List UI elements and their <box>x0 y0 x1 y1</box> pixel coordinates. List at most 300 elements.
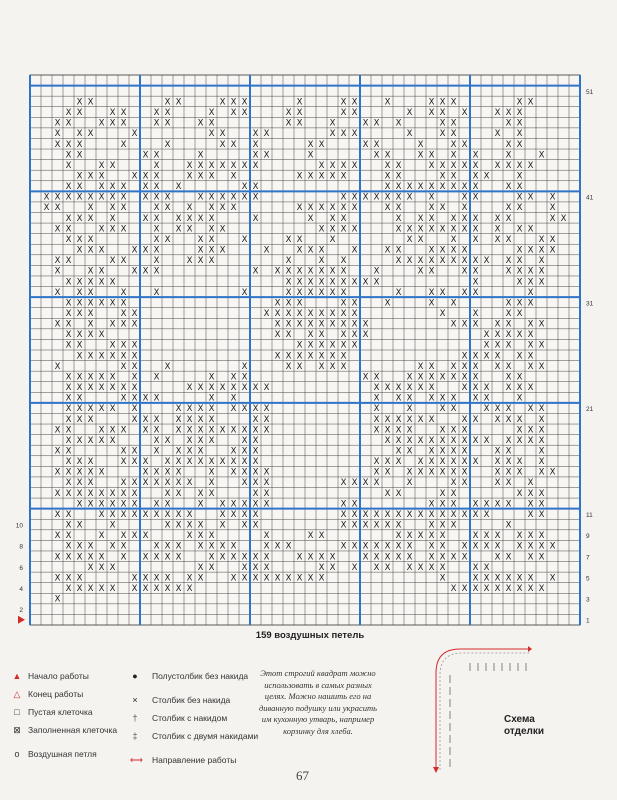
filled-cell-cross: X <box>54 203 61 214</box>
filled-cell-cross: X <box>164 509 171 520</box>
filled-cell-cross: X <box>54 552 61 563</box>
filled-cell-cross: X <box>87 245 94 256</box>
filled-cell-cross: X <box>109 192 116 203</box>
filled-cell-cross: X <box>252 266 259 277</box>
filled-cell-cross: X <box>142 552 149 563</box>
filled-cell-cross: X <box>252 192 259 203</box>
filled-cell-cross: X <box>87 457 94 468</box>
legend-label: Начало работы <box>28 671 89 681</box>
filled-cell-cross: X <box>505 203 512 214</box>
filled-cell-cross: X <box>417 372 424 383</box>
filled-cell-cross: X <box>516 266 523 277</box>
filled-cell-cross: X <box>318 573 325 584</box>
filled-cell-cross: X <box>131 340 138 351</box>
filled-cell-cross: X <box>395 224 402 235</box>
filled-cell-cross: X <box>373 541 380 552</box>
filled-cell-cross: X <box>120 182 127 193</box>
filled-cell-cross: X <box>197 520 204 531</box>
filled-cell-cross: X <box>120 361 127 372</box>
filled-cell-cross: X <box>329 213 336 224</box>
filled-cell-cross: X <box>109 509 116 520</box>
filled-cell-cross: X <box>384 467 391 478</box>
filled-cell-cross: X <box>516 139 523 150</box>
filled-cell-cross: X <box>527 330 534 341</box>
filled-cell-cross: X <box>76 340 83 351</box>
filled-cell-cross: X <box>527 351 534 362</box>
filled-cell-cross: X <box>230 160 237 171</box>
filled-cell-cross: X <box>395 383 402 394</box>
filled-cell-cross: X <box>186 457 193 468</box>
filled-cell-cross: X <box>318 351 325 362</box>
filled-cell-cross: X <box>384 552 391 563</box>
filled-cell-cross: X <box>351 509 358 520</box>
filled-cell-cross: X <box>76 573 83 584</box>
filled-cell-cross: X <box>450 446 457 457</box>
filled-cell-cross: X <box>483 383 490 394</box>
filled-cell-cross: X <box>230 372 237 383</box>
filled-cell-cross: X <box>285 330 292 341</box>
filled-cell-cross: X <box>98 182 105 193</box>
filled-cell-cross: X <box>142 171 149 182</box>
filled-cell-cross: X <box>406 129 413 140</box>
filled-cell-cross: X <box>439 488 446 499</box>
filled-cell-cross: X <box>329 562 336 573</box>
finishing-edge-diagram <box>432 645 532 775</box>
filled-cell-cross: X <box>461 541 468 552</box>
filled-cell-cross: X <box>450 160 457 171</box>
filled-cell-cross: X <box>76 499 83 510</box>
filled-cell-cross: X <box>538 361 545 372</box>
filled-cell-cross: X <box>241 435 248 446</box>
filled-cell-cross: X <box>340 509 347 520</box>
filled-cell-cross: X <box>197 234 204 245</box>
filled-cell-cross: X <box>340 192 347 203</box>
filled-cell-cross: X <box>527 160 534 171</box>
filled-cell-cross: X <box>120 319 127 330</box>
filled-cell-cross: X <box>538 234 545 245</box>
filled-cell-cross: X <box>505 446 512 457</box>
filled-cell-cross: X <box>538 256 545 267</box>
filled-cell-cross: X <box>494 478 501 489</box>
filled-cell-cross: X <box>351 97 358 108</box>
legend-icon-1: △ <box>13 689 21 699</box>
filled-cell-cross: X <box>175 457 182 468</box>
filled-cell-cross: X <box>87 499 94 510</box>
filled-cell-cross: X <box>230 541 237 552</box>
filled-cell-cross: X <box>120 393 127 404</box>
filled-cell-cross: X <box>153 256 160 267</box>
filled-cell-cross: X <box>483 404 490 415</box>
filled-cell-cross: X <box>186 478 193 489</box>
filled-cell-cross: X <box>395 192 402 203</box>
filled-cell-cross: X <box>197 160 204 171</box>
filled-cell-cross: X <box>109 256 116 267</box>
filled-cell-cross: X <box>351 541 358 552</box>
filled-cell-cross: X <box>153 118 160 129</box>
filled-cell-cross: X <box>197 541 204 552</box>
filled-cell-cross: X <box>395 118 402 129</box>
row-number-right: 3 <box>586 596 590 604</box>
filled-cell-cross: X <box>450 467 457 478</box>
filled-cell-cross: X <box>219 541 226 552</box>
filled-cell-cross: X <box>164 552 171 563</box>
filled-cell-cross: X <box>54 192 61 203</box>
filled-cell-cross: X <box>461 478 468 489</box>
filled-cell-cross: X <box>505 573 512 584</box>
filled-cell-cross: X <box>472 457 479 468</box>
filled-cell-cross: X <box>406 234 413 245</box>
filled-cell-cross: X <box>461 509 468 520</box>
filled-cell-cross: X <box>494 234 501 245</box>
filled-cell-cross: X <box>76 192 83 203</box>
filled-cell-cross: X <box>318 361 325 372</box>
filled-cell-cross: X <box>417 213 424 224</box>
filled-cell-cross: X <box>131 446 138 457</box>
finishing-schema-title: Схема отделки <box>504 714 545 737</box>
filled-cell-cross: X <box>439 499 446 510</box>
filled-cell-cross: X <box>527 340 534 351</box>
filled-cell-cross: X <box>538 552 545 563</box>
filled-cell-cross: X <box>98 488 105 499</box>
filled-cell-cross: X <box>362 478 369 489</box>
filled-cell-cross: X <box>65 139 72 150</box>
filled-cell-cross: X <box>65 234 72 245</box>
filled-cell-cross: X <box>109 298 116 309</box>
filled-cell-cross: X <box>439 457 446 468</box>
filled-cell-cross: X <box>340 224 347 235</box>
filled-cell-cross: X <box>351 245 358 256</box>
filled-cell-cross: X <box>142 531 149 542</box>
filled-cell-cross: X <box>263 562 270 573</box>
filled-cell-cross: X <box>450 213 457 224</box>
filled-cell-cross: X <box>186 425 193 436</box>
filled-cell-cross: X <box>87 372 94 383</box>
filled-cell-cross: X <box>362 319 369 330</box>
filled-cell-cross: X <box>120 224 127 235</box>
filled-cell-cross: X <box>351 298 358 309</box>
filled-cell-cross: X <box>208 372 215 383</box>
filled-cell-cross: X <box>373 414 380 425</box>
filled-cell-cross: X <box>505 256 512 267</box>
filled-cell-cross: X <box>131 393 138 404</box>
filled-cell-cross: X <box>461 203 468 214</box>
filled-cell-cross: X <box>472 499 479 510</box>
filled-cell-cross: X <box>516 541 523 552</box>
filled-cell-cross: X <box>208 213 215 224</box>
filled-cell-cross: X <box>252 129 259 140</box>
filled-cell-cross: X <box>538 425 545 436</box>
filled-cell-cross: X <box>175 224 182 235</box>
filled-cell-cross: X <box>307 319 314 330</box>
filled-cell-cross: X <box>340 129 347 140</box>
filled-cell-cross: X <box>318 171 325 182</box>
filled-cell-cross: X <box>406 425 413 436</box>
filled-cell-cross: X <box>505 467 512 478</box>
filled-cell-cross: X <box>373 425 380 436</box>
filled-cell-cross: X <box>505 414 512 425</box>
filled-cell-cross: X <box>164 234 171 245</box>
row-number-right: 1 <box>586 617 590 625</box>
filled-cell-cross: X <box>109 118 116 129</box>
filled-cell-cross: X <box>175 509 182 520</box>
filled-cell-cross: X <box>76 287 83 298</box>
filled-cell-cross: X <box>428 531 435 542</box>
filled-cell-cross: X <box>472 509 479 520</box>
filled-cell-cross: X <box>285 351 292 362</box>
filled-cell-cross: X <box>197 499 204 510</box>
filled-cell-cross: X <box>175 583 182 594</box>
filled-cell-cross: X <box>54 531 61 542</box>
filled-cell-cross: X <box>516 298 523 309</box>
filled-cell-cross: X <box>340 351 347 362</box>
filled-cell-cross: X <box>241 182 248 193</box>
filled-cell-cross: X <box>439 118 446 129</box>
filled-cell-cross: X <box>120 139 127 150</box>
filled-cell-cross: X <box>307 287 314 298</box>
filled-cell-cross: X <box>439 171 446 182</box>
filled-cell-cross: X <box>186 256 193 267</box>
filled-cell-cross: X <box>98 583 105 594</box>
filled-cell-cross: X <box>362 192 369 203</box>
filled-cell-cross: X <box>76 277 83 288</box>
filled-cell-cross: X <box>98 298 105 309</box>
filled-cell-cross: X <box>197 245 204 256</box>
filled-cell-cross: X <box>65 213 72 224</box>
filled-cell-cross: X <box>549 203 556 214</box>
filled-cell-cross: X <box>505 213 512 224</box>
filled-cell-cross: X <box>395 414 402 425</box>
filled-cell-cross: X <box>538 266 545 277</box>
row-number-right: 11 <box>586 511 593 519</box>
filled-cell-cross: X <box>54 266 61 277</box>
filled-cell-cross: X <box>318 266 325 277</box>
row-number-right: 41 <box>586 194 594 202</box>
filled-cell-cross: X <box>109 520 116 531</box>
filled-cell-cross: X <box>516 488 523 499</box>
filled-cell-cross: X <box>263 150 270 161</box>
filled-cell-cross: X <box>340 520 347 531</box>
filled-cell-cross: X <box>241 425 248 436</box>
filled-cell-cross: X <box>263 129 270 140</box>
filled-cell-cross: X <box>395 520 402 531</box>
filled-cell-cross: X <box>153 287 160 298</box>
filled-cell-cross: X <box>384 383 391 394</box>
filled-cell-cross: X <box>197 118 204 129</box>
filled-cell-cross: X <box>417 266 424 277</box>
legend-label: Заполненная клеточка <box>28 725 118 735</box>
filled-cell-cross: X <box>153 245 160 256</box>
filled-cell-cross: X <box>527 277 534 288</box>
filled-cell-cross: X <box>65 520 72 531</box>
filled-cell-cross: X <box>538 340 545 351</box>
filled-cell-cross: X <box>395 541 402 552</box>
legend-icon-2: † <box>132 713 138 723</box>
filled-cell-cross: X <box>384 192 391 203</box>
filled-cell-cross: X <box>318 160 325 171</box>
filled-cell-cross: X <box>428 467 435 478</box>
filled-cell-cross: X <box>549 245 556 256</box>
filled-cell-cross: X <box>164 203 171 214</box>
filled-cell-cross: X <box>186 160 193 171</box>
filled-cell-cross: X <box>76 435 83 446</box>
filled-cell-cross: X <box>362 372 369 383</box>
filled-cell-cross: X <box>175 425 182 436</box>
filled-cell-cross: X <box>450 150 457 161</box>
filled-cell-cross: X <box>241 287 248 298</box>
filled-cell-cross: X <box>296 245 303 256</box>
filled-cell-cross: X <box>87 383 94 394</box>
legend-label: Полустолбик без накида <box>152 671 249 681</box>
filled-cell-cross: X <box>439 372 446 383</box>
filled-cell-cross: X <box>461 414 468 425</box>
filled-cell-cross: X <box>252 383 259 394</box>
filled-cell-cross: X <box>307 531 314 542</box>
filled-cell-cross: X <box>450 509 457 520</box>
work-direction-arrowhead <box>433 767 439 773</box>
filled-cell-cross: X <box>340 266 347 277</box>
filled-cell-cross: X <box>362 509 369 520</box>
filled-cell-cross: X <box>472 562 479 573</box>
filled-cell-cross: X <box>362 541 369 552</box>
filled-cell-cross: X <box>153 266 160 277</box>
filled-cell-cross: X <box>120 287 127 298</box>
filled-cell-cross: X <box>538 319 545 330</box>
filled-cell-cross: X <box>318 203 325 214</box>
filled-cell-cross: X <box>153 372 160 383</box>
filled-cell-cross: X <box>318 562 325 573</box>
filled-cell-cross: X <box>483 583 490 594</box>
filled-cell-cross: X <box>384 562 391 573</box>
filled-cell-cross: X <box>285 108 292 119</box>
filled-cell-cross: X <box>340 361 347 372</box>
filled-cell-cross: X <box>417 414 424 425</box>
filled-cell-cross: X <box>406 372 413 383</box>
filled-cell-cross: X <box>461 287 468 298</box>
filled-cell-cross: X <box>230 171 237 182</box>
filled-cell-cross: X <box>109 203 116 214</box>
filled-cell-cross: X <box>406 393 413 404</box>
filled-cell-cross: X <box>109 488 116 499</box>
filled-cell-cross: X <box>450 583 457 594</box>
filled-cell-cross: X <box>131 319 138 330</box>
filled-cell-cross: X <box>65 541 72 552</box>
filled-cell-cross: X <box>461 139 468 150</box>
filled-cell-cross: X <box>87 435 94 446</box>
filled-cell-cross: X <box>219 509 226 520</box>
filled-cell-cross: X <box>373 277 380 288</box>
filled-cell-cross: X <box>395 446 402 457</box>
filled-cell-cross: X <box>186 224 193 235</box>
filled-cell-cross: X <box>494 340 501 351</box>
filled-cell-cross: X <box>472 213 479 224</box>
filled-cell-cross: X <box>120 383 127 394</box>
filled-cell-cross: X <box>395 256 402 267</box>
filled-cell-cross: X <box>417 457 424 468</box>
filled-cell-cross: X <box>153 150 160 161</box>
filled-cell-cross: X <box>274 351 281 362</box>
filled-cell-cross: X <box>472 372 479 383</box>
filled-cell-cross: X <box>340 108 347 119</box>
filled-cell-cross: X <box>252 467 259 478</box>
filled-cell-cross: X <box>274 330 281 341</box>
filled-cell-cross: X <box>296 118 303 129</box>
filled-cell-cross: X <box>208 160 215 171</box>
filled-cell-cross: X <box>241 361 248 372</box>
filled-cell-cross: X <box>241 499 248 510</box>
filled-cell-cross: X <box>516 97 523 108</box>
filled-cell-cross: X <box>494 129 501 140</box>
filled-cell-cross: X <box>153 160 160 171</box>
filled-cell-cross: X <box>65 298 72 309</box>
filled-cell-cross: X <box>384 97 391 108</box>
filled-cell-cross: X <box>230 203 237 214</box>
filled-cell-cross: X <box>527 509 534 520</box>
filled-cell-cross: X <box>109 108 116 119</box>
filled-cell-cross: X <box>483 435 490 446</box>
filled-cell-cross: X <box>527 573 534 584</box>
filled-cell-cross: X <box>406 108 413 119</box>
filled-cell-cross: X <box>197 383 204 394</box>
filled-cell-cross: X <box>461 583 468 594</box>
filled-cell-cross: X <box>406 478 413 489</box>
filled-cell-cross: X <box>219 245 226 256</box>
filled-cell-cross: X <box>450 118 457 129</box>
filled-cell-cross: X <box>461 351 468 362</box>
filled-cell-cross: X <box>428 203 435 214</box>
filled-cell-cross: X <box>208 118 215 129</box>
filled-cell-cross: X <box>65 160 72 171</box>
filled-cell-cross: X <box>351 160 358 171</box>
filled-cell-cross: X <box>54 361 61 372</box>
pattern-caption: Этот строгий квадрат можно использовать в самых разных целях. Можно нашить его на диванную подушку или украсить им кухонную утварь, например корзинку для хлеба. <box>258 668 377 736</box>
filled-cell-cross: X <box>362 330 369 341</box>
filled-cell-cross: X <box>197 446 204 457</box>
filled-cell-cross: X <box>351 330 358 341</box>
filled-cell-cross: X <box>98 562 105 573</box>
filled-cell-cross: X <box>252 478 259 489</box>
filled-cell-cross: X <box>87 562 94 573</box>
filled-cell-cross: X <box>307 213 314 224</box>
filled-cell-cross: X <box>230 425 237 436</box>
filled-cell-cross: X <box>384 298 391 309</box>
filled-cell-cross: X <box>208 457 215 468</box>
filled-cell-cross: X <box>538 583 545 594</box>
filled-cell-cross: X <box>241 160 248 171</box>
filled-cell-cross: X <box>164 573 171 584</box>
filled-cell-cross: X <box>483 256 490 267</box>
filled-cell-cross: X <box>208 245 215 256</box>
filled-cell-cross: X <box>373 192 380 203</box>
filled-cell-cross: X <box>252 509 259 520</box>
filled-cell-cross: X <box>472 277 479 288</box>
filled-cell-cross: X <box>461 435 468 446</box>
filled-cell-cross: X <box>373 372 380 383</box>
filled-cell-cross: X <box>527 266 534 277</box>
filled-cell-cross: X <box>450 488 457 499</box>
filled-cell-cross: X <box>153 541 160 552</box>
legend-label: Столбик с двумя накидами <box>152 731 259 741</box>
filled-cell-cross: X <box>439 509 446 520</box>
filled-cell-cross: X <box>208 192 215 203</box>
filled-cell-cross: X <box>65 277 72 288</box>
filled-cell-cross: X <box>417 531 424 542</box>
filled-cell-cross: X <box>340 340 347 351</box>
filled-cell-cross: X <box>483 541 490 552</box>
filled-cell-cross: X <box>54 287 61 298</box>
filled-cell-cross: X <box>109 224 116 235</box>
filled-cell-cross: X <box>505 266 512 277</box>
filled-cell-cross: X <box>549 234 556 245</box>
